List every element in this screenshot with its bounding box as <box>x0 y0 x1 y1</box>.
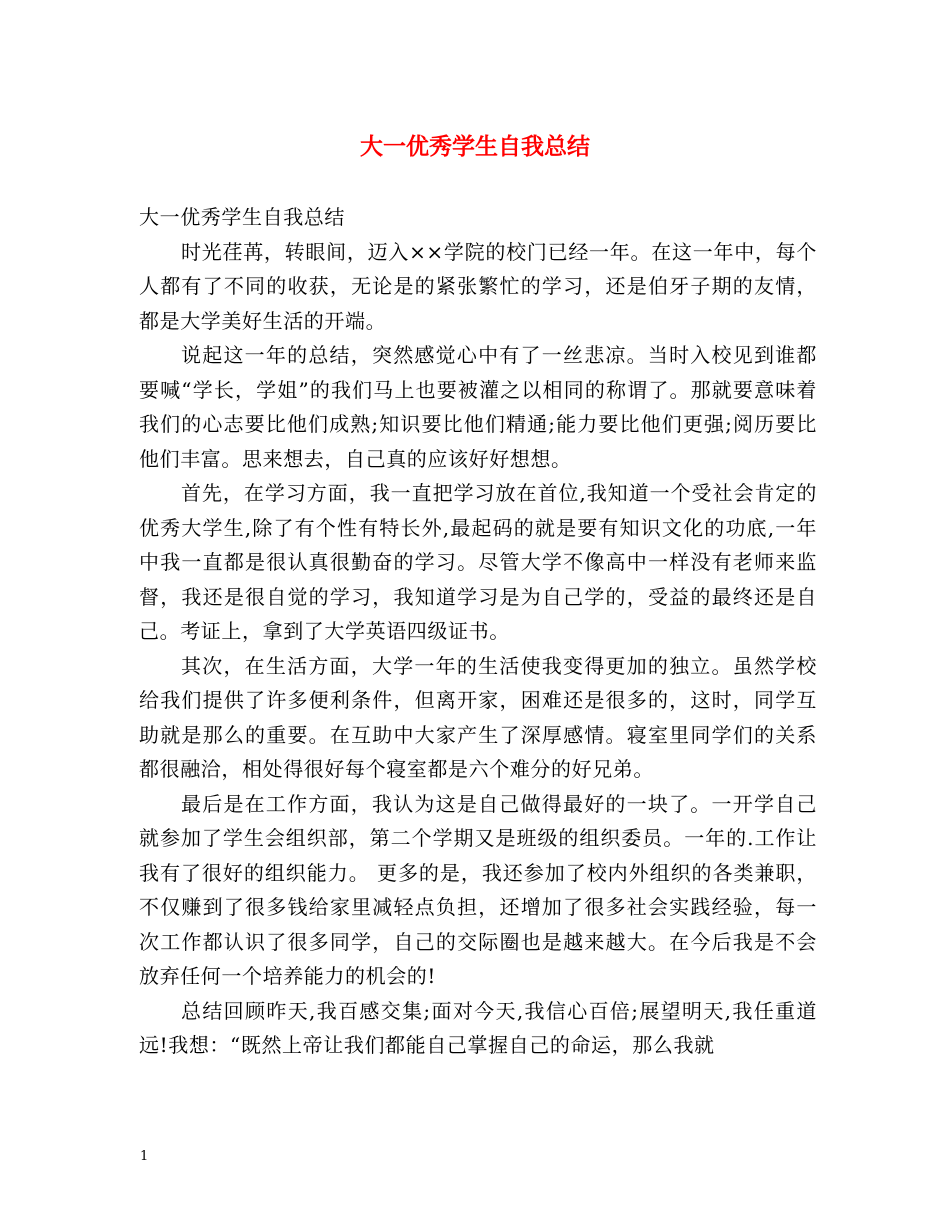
paragraph-reflection: 说起这一年的总结，突然感觉心中有了一丝悲凉。当时入校见到谁都要喊“学长，学姐”的我们马上也要被灌之以相同的称谓了。那就要意味着我们的心志要比他们成熟;知识要比他们精通;能力要比他们更强;阅历要比他们丰富。思来想去，自己真的应该好好想想。 <box>139 343 817 471</box>
paragraph-work: 最后是在工作方面，我认为这是自己做得最好的一块了。一开学自己就参加了学生会组织部，第二个学期又是班级的组织委员。一年的.工作让我有了很好的组织能力。 更多的是，我还参加了校内外组织的各类兼职，不仅赚到了很多钱给家里减轻点负担，还增加了很多社会实践经验，每一次工作都认识了很多同学，自己的交际圈也是越来越大。在今后我是不会放弃任何一个培养能力的机会的! <box>139 791 817 988</box>
document-body <box>139 200 817 1063</box>
paragraph-study: 首先，在学习方面，我一直把学习放在首位,我知道一个受社会肯定的优秀大学生,除了有个性有特长外,最起码的就是要有知识文化的功底,一年中我一直都是很认真很勤奋的学习。尽管大学不像高中一样没有老师来监督，我还是很自觉的学习，我知道学习是为自己学的，受益的最终还是自己。考证上，拿到了大学英语四级证书。 <box>139 481 817 643</box>
paragraph-conclusion: 总结回顾昨天,我百感交集;面对今天,我信心百倍;展望明天,我任重道远!我想：“既然上帝让我们都能自己掌握自己的命运，那么我就 <box>139 998 817 1057</box>
page-number: 1 <box>140 1149 149 1164</box>
document-title: 大一优秀学生自我总结 <box>360 133 590 160</box>
paragraph-heading: 大一优秀学生自我总结 <box>139 205 345 229</box>
paragraph-intro: 时光荏苒，转眼间，迈入××学院的校门已经一年。在这一年中，每个人都有了不同的收获，无论是的紧张繁忙的学习，还是伯牙子期的友情，都是大学美好生活的开端。 <box>139 239 817 333</box>
paragraph-life: 其次，在生活方面，大学一年的生活使我变得更加的独立。虽然学校给我们提供了许多便利条件，但离开家，困难还是很多的，这时，同学互助就是那么的重要。在互助中大家产生了深厚感情。寝室里同学们的关系都很融洽，相处得很好每个寝室都是六个难分的好兄弟。 <box>139 653 817 781</box>
